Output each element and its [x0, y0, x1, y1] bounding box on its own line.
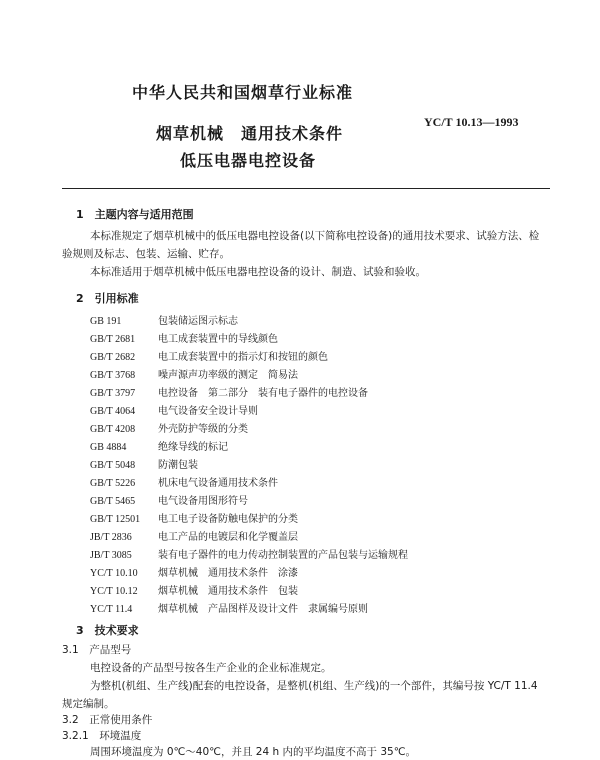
- reference-item: GB/T 2682 电工成套装置中的指示灯和按钮的颜色: [90, 352, 328, 363]
- reference-item: GB/T 12501 电工电子设备防触电保护的分类: [90, 514, 298, 525]
- section-3-1-paragraph-1: 电控设备的产品型号按各生产企业的企业标准规定。: [90, 662, 332, 674]
- section-1-paragraph-1-line-2: 验规则及标志、包装、运输、贮存。: [62, 248, 230, 260]
- reference-item: GB/T 5465 电气设备用图形符号: [90, 496, 248, 507]
- reference-item: GB/T 5048 防潮包装: [90, 460, 198, 471]
- issuing-organization: 中华人民共和国烟草行业标准: [132, 83, 354, 102]
- reference-item: GB 191 包装储运图示标志: [90, 316, 238, 327]
- document-title-line1: 烟草机械 通用技术条件: [156, 124, 344, 143]
- header-divider: [62, 188, 550, 189]
- reference-item: JB/T 2836 电工产品的电镀层和化学覆盖层: [90, 532, 298, 543]
- section-3-2-1-paragraph: 周围环境温度为 0℃～40℃，并且 24 h 内的平均温度不高于 35℃。: [90, 746, 416, 758]
- section-1-paragraph-2: 本标准适用于烟草机械中低压电器电控设备的设计、制造、试验和验收。: [90, 266, 426, 278]
- section-3-1-paragraph-2-line-1: 为整机(机组、生产线)配套的电控设备，是整机(机组、生产线)的一个部件，其编号按 YC/T 11.4: [90, 680, 538, 692]
- reference-item: GB/T 5226 机床电气设备通用技术条件: [90, 478, 278, 489]
- reference-item: GB/T 3768 噪声源声功率级的测定 简易法: [90, 370, 298, 381]
- document-title-line2: 低压电器电控设备: [180, 151, 317, 170]
- reference-item: GB 4884 绝缘导线的标记: [90, 442, 228, 453]
- section-3-2-heading: 3.2 正常使用条件: [62, 714, 153, 726]
- reference-item: GB/T 3797 电控设备 第二部分 装有电子器件的电控设备: [90, 388, 368, 399]
- section-3-1-paragraph-2-line-2: 规定编制。: [62, 698, 115, 710]
- reference-item: GB/T 2681 电工成套装置中的导线颜色: [90, 334, 278, 345]
- reference-item: GB/T 4208 外壳防护等级的分类: [90, 424, 248, 435]
- section-3-1-heading: 3.1 产品型号: [62, 644, 132, 656]
- reference-item: YC/T 11.4 烟草机械 产品图样及设计文件 隶属编号原则: [90, 604, 368, 615]
- reference-item: YC/T 10.12 烟草机械 通用技术条件 包装: [90, 586, 298, 597]
- section-2-heading: 2 引用标准: [76, 292, 139, 305]
- reference-item: YC/T 10.10 烟草机械 通用技术条件 涂漆: [90, 568, 298, 579]
- section-1-heading: 1 主题内容与适用范围: [76, 208, 194, 221]
- reference-item: GB/T 4064 电气设备安全设计导则: [90, 406, 258, 417]
- section-3-heading: 3 技术要求: [76, 624, 139, 637]
- section-3-2-1-heading: 3.2.1 环境温度: [62, 730, 142, 742]
- reference-item: JB/T 3085 装有电子器件的电力传动控制装置的产品包装与运输规程: [90, 550, 408, 561]
- section-1-paragraph-1-line-1: 本标准规定了烟草机械中的低压电器电控设备(以下简称电控设备)的通用技术要求、试验方法、检: [90, 230, 540, 242]
- standard-number: YC/T 10.13—1993: [424, 115, 519, 129]
